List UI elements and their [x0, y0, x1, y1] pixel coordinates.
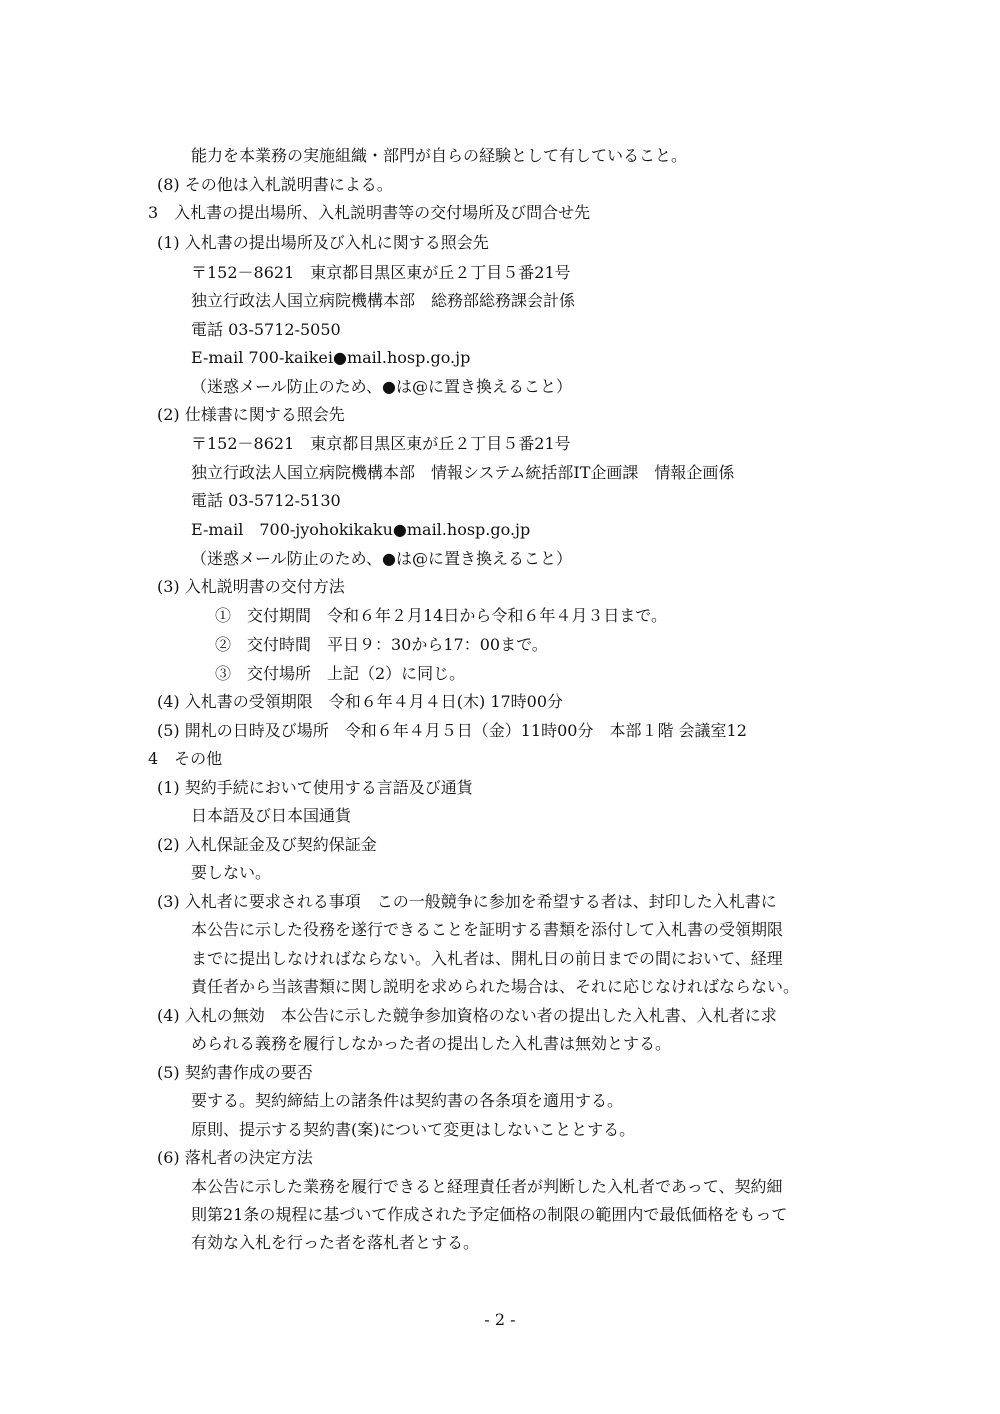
- text-line: 原則、提示する契約書(案)について変更はしないこととする。: [191, 1120, 636, 1139]
- subsection-heading: (6) 落札者の決定方法: [157, 1148, 313, 1167]
- section-heading: 3 入札書の提出場所、入札説明書等の交付場所及び問合せ先: [148, 203, 591, 222]
- text-line: 電話 03-5712-5050: [191, 320, 341, 339]
- text-line: までに提出しなければならない。入札者は、開札日の前日までの間において、経理: [191, 949, 783, 968]
- subsection-heading: (5) 契約書作成の要否: [157, 1063, 313, 1082]
- text-line: められる義務を履行しなかった者の提出した入札書は無効とする。: [191, 1034, 672, 1053]
- list-item: ③ 交付場所 上記（2）に同じ。: [215, 664, 466, 683]
- text-line: 〒152－8621 東京都目黒区東が丘２丁目５番21号: [191, 263, 571, 282]
- subsection-heading: (3) 入札者に要求される事項 この一般競争に参加を希望する者は、封印した入札書に: [157, 892, 777, 911]
- text-line: （迷惑メール防止のため、●は@に置き換えること）: [191, 549, 573, 568]
- section-heading: 4 その他: [148, 749, 223, 768]
- text-line: 独立行政法人国立病院機構本部 情報システム統括部IT企画課 情報企画係: [191, 463, 735, 482]
- text-line: 〒152－8621 東京都目黒区東が丘２丁目５番21号: [191, 434, 571, 453]
- text-line: E-mail 700-kaikei●mail.hosp.go.jp: [191, 348, 471, 367]
- subsection-heading: (1) 契約手続において使用する言語及び通貨: [157, 778, 473, 797]
- text-line: 本公告に示した役務を遂行できることを証明する書類を添付して入札書の受領期限: [191, 920, 784, 939]
- text-line: 要する。契約締結上の諸条件は契約書の各条項を適用する。: [191, 1091, 624, 1110]
- subsection-heading: (5) 開札の日時及び場所 令和６年４月５日（金）11時00分 本部１階 会議室12: [157, 721, 747, 740]
- subsection-heading: (2) 仕様書に関する照会先: [157, 405, 345, 424]
- text-line: 有効な入札を行った者を落札者とする。: [191, 1233, 480, 1252]
- list-item: ② 交付時間 平日９：30から17：00まで。: [215, 635, 548, 654]
- subsection-heading: (2) 入札保証金及び契約保証金: [157, 835, 377, 854]
- subsection-heading: (3) 入札説明書の交付方法: [157, 577, 345, 596]
- subsection-heading: (1) 入札書の提出場所及び入札に関する照会先: [157, 233, 489, 252]
- text-line: 責任者から当該書類に関し説明を求められた場合は、それに応じなければならない。: [191, 977, 800, 996]
- text-line: (8) その他は入札説明書による。: [157, 175, 393, 194]
- subsection-heading: (4) 入札の無効 本公告に示した競争参加資格のない者の提出した入札書、入札者に求: [157, 1006, 777, 1025]
- text-line: 則第21条の規程に基づいて作成された予定価格の制限の範囲内で最低価格をもって: [191, 1205, 788, 1224]
- text-line: 能力を本業務の実施組織・部門が自らの経験として有していること。: [191, 146, 688, 165]
- text-line: 要しない。: [191, 863, 272, 882]
- text-line: 電話 03-5712-5130: [191, 491, 341, 510]
- text-line: E-mail 700-jyohokikaku●mail.hosp.go.jp: [191, 520, 531, 539]
- page-number: - 2 -: [484, 1310, 516, 1329]
- list-item: ① 交付期間 令和６年２月14日から令和６年４月３日まで。: [215, 606, 668, 625]
- text-line: 独立行政法人国立病院機構本部 総務部総務課会計係: [191, 291, 576, 310]
- text-line: 日本語及び日本国通貨: [191, 806, 352, 825]
- text-line: 本公告に示した業務を履行できると経理責任者が判断した入札者であって、契約細: [191, 1177, 783, 1196]
- subsection-heading: (4) 入札書の受領期限 令和６年４月４日(木) 17時00分: [157, 692, 564, 711]
- text-line: （迷惑メール防止のため、●は@に置き換えること）: [191, 377, 573, 396]
